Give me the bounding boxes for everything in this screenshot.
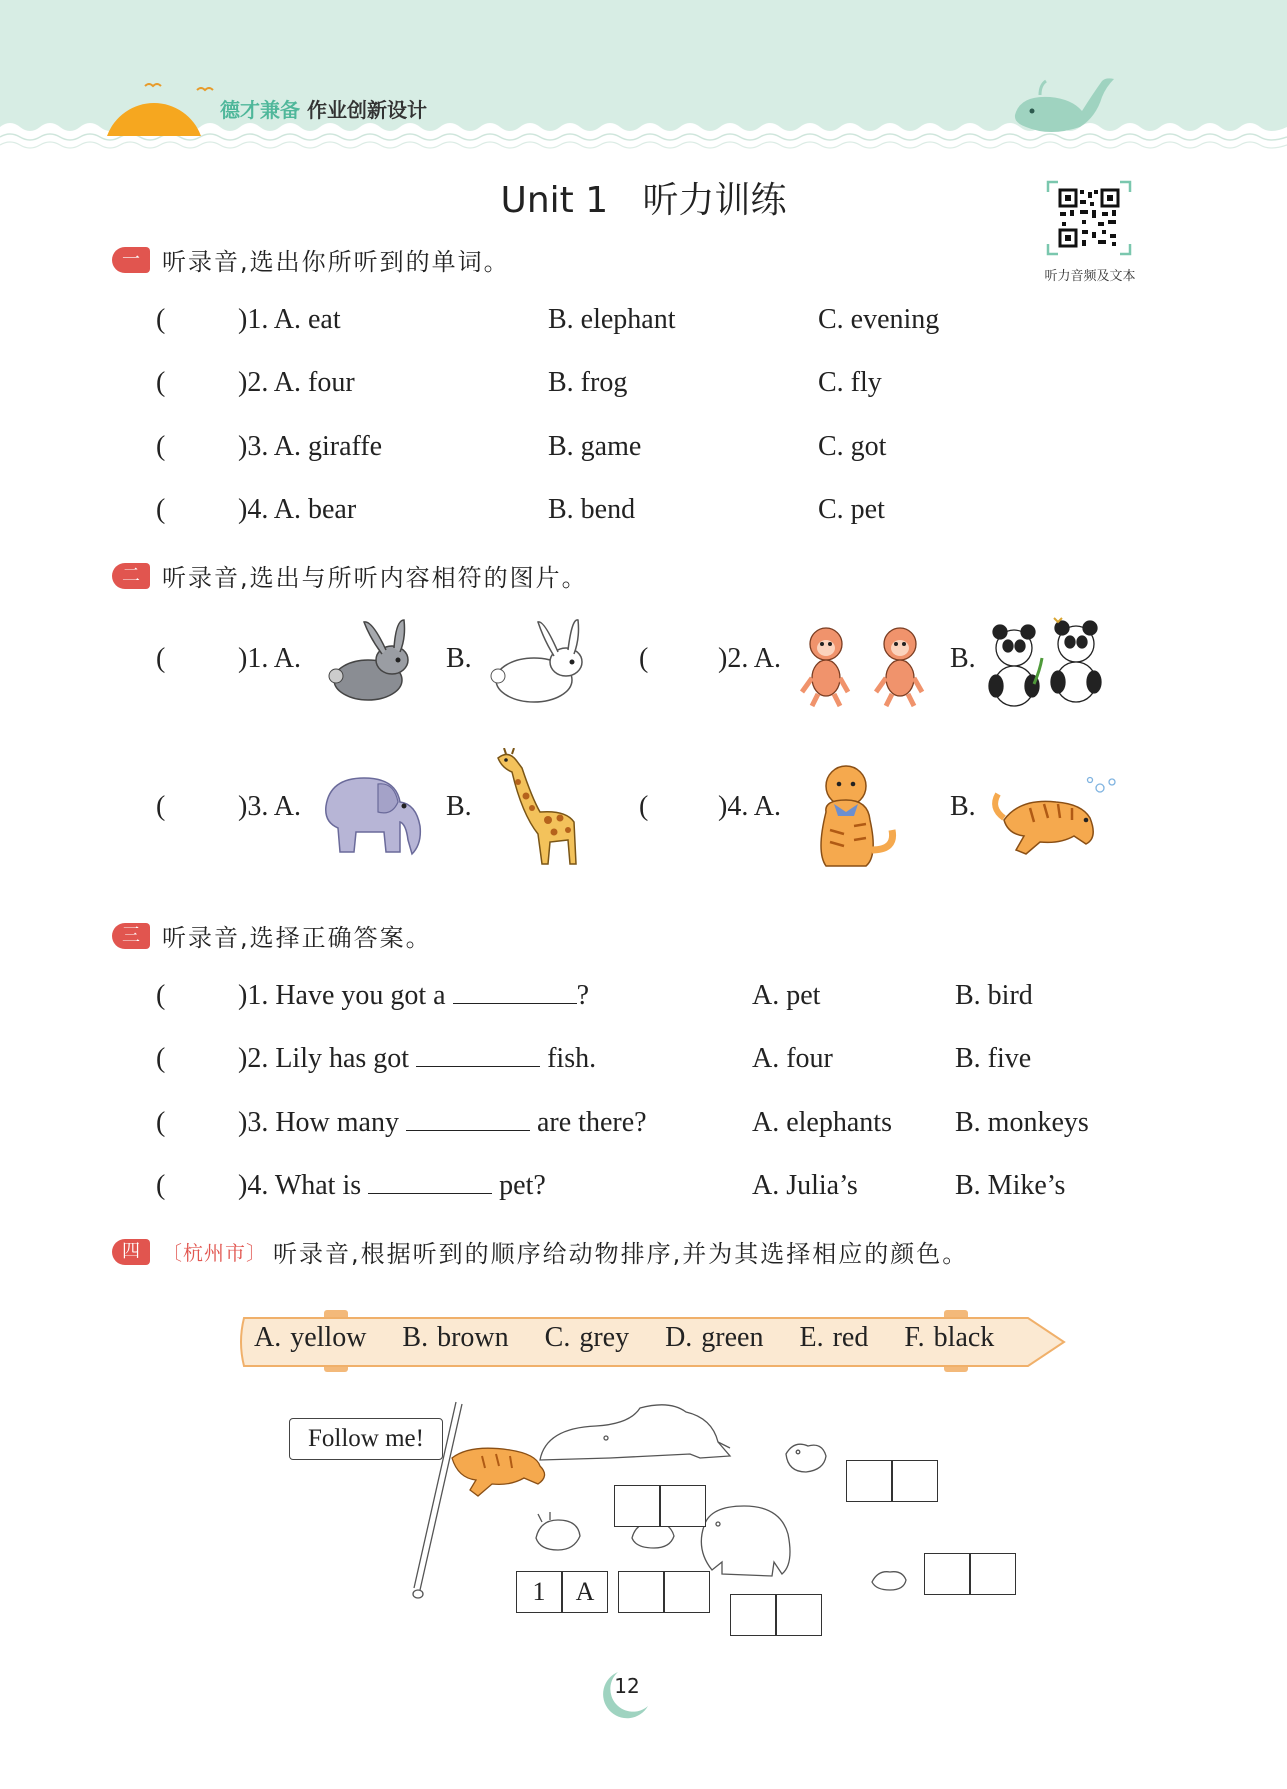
answer-paren[interactable]: ( [156,791,166,822]
section3-instruction: 听录音,选择正确答案。 [162,924,432,952]
question-start: )2. Lily has got [238,1043,417,1074]
option-c: C. fly [818,367,882,398]
question-end: ? [576,980,590,1011]
order-box[interactable] [614,1485,660,1527]
monkeys-icon[interactable] [796,622,942,708]
option-b-label: B. [446,791,472,822]
option-c: C. pet [818,494,885,525]
running-tiger-icon[interactable] [990,774,1122,860]
answer-paren[interactable]: ( [156,643,166,674]
answer-paren[interactable]: ( [156,494,166,525]
answer-paren[interactable]: ( [639,643,649,674]
page-title: Unit 1 听力训练 [500,180,787,221]
order-box[interactable] [730,1594,776,1636]
answer-paren[interactable]: ( [156,980,166,1011]
color-box[interactable] [776,1594,822,1636]
option-a: )3. A. giraffe [238,431,383,462]
page-number: 12 [614,1674,640,1698]
sun-icon [105,78,215,138]
option-b-label: B. [950,791,976,822]
qr-caption: 听力音频及文本 [1044,269,1136,284]
order-box[interactable] [924,1553,970,1595]
section1-instruction: 听录音,选出你所听到的单词。 [162,248,510,276]
option-b-label: B. [446,643,472,674]
order-box-example[interactable]: 1 [516,1571,562,1613]
answer-blank[interactable] [368,1171,492,1194]
option-b-label: B. [950,643,976,674]
white-rabbit-icon[interactable] [484,616,594,708]
city-tag: 〔杭州市〕 [162,1241,267,1265]
question-start: )1. Have you got a [238,980,453,1011]
option-a-label: )4. A. [718,791,781,822]
section1-badge: 一 [112,247,150,273]
answer-paren[interactable]: ( [156,1107,166,1138]
colors-options: A. yellow B. brown C. grey D. green E. red F. black [254,1322,995,1353]
whale-icon [1010,75,1115,135]
brand-dark-text: 作业创新设计 [306,98,427,122]
qr-code-icon[interactable] [1046,180,1132,256]
color-box[interactable] [664,1571,710,1613]
option-c: C. got [818,431,887,462]
option-b: B. bend [548,494,636,525]
answer-blank[interactable] [416,1044,540,1067]
question-end: are there? [529,1107,647,1138]
question-sentence [238,1170,546,1202]
option-a: A. Julia’s [752,1170,858,1201]
question-start: )4. What is [238,1170,369,1201]
option-b: B. Mike’s [955,1170,1066,1201]
color-box[interactable] [970,1553,1016,1595]
option-a: A. pet [752,980,821,1011]
option-c: C. evening [818,304,940,335]
section4-heading [112,1234,968,1269]
option-b: B. frog [548,367,628,398]
section3-heading [112,918,432,953]
order-box[interactable] [846,1460,892,1502]
grey-rabbit-icon[interactable] [320,618,420,706]
sitting-tiger-icon[interactable] [796,760,902,872]
color-box[interactable] [892,1460,938,1502]
option-a: )2. A. four [238,367,355,398]
section4-badge: 四 [112,1239,150,1265]
answer-paren[interactable]: ( [639,791,649,822]
section1-heading [112,242,510,277]
pandas-icon[interactable] [984,614,1106,710]
question-sentence [238,1043,596,1075]
question-end: pet? [492,1170,546,1201]
answer-blank[interactable] [453,981,577,1004]
option-a: A. four [752,1043,833,1074]
elephant-icon[interactable] [316,766,432,858]
section2-badge: 二 [112,563,150,589]
option-b: B. five [955,1043,1032,1074]
answer-paren[interactable]: ( [156,1043,166,1074]
option-b: B. elephant [548,304,676,335]
question-sentence [238,1107,647,1139]
option-b: B. monkeys [955,1107,1089,1138]
color-box[interactable] [660,1485,706,1527]
answer-paren[interactable]: ( [156,1170,166,1201]
section3-badge: 三 [112,923,150,949]
question-end: fish. [540,1043,597,1074]
answer-blank[interactable] [406,1108,530,1131]
brand-logo [220,94,427,123]
answer-paren[interactable]: ( [156,304,166,335]
option-a-label: )1. A. [238,643,301,674]
section2-instruction: 听录音,选出与所听内容相符的图片。 [162,564,588,592]
option-a: )4. A. bear [238,494,357,525]
question-sentence [238,980,589,1012]
option-b: B. bird [955,980,1033,1011]
question-start: )3. How many [238,1107,406,1138]
option-a: A. elephants [752,1107,892,1138]
answer-paren[interactable]: ( [156,431,166,462]
speech-bubble: Follow me! [289,1418,443,1460]
order-box[interactable] [618,1571,664,1613]
answer-paren[interactable]: ( [156,367,166,398]
giraffe-icon[interactable] [488,748,588,870]
option-a: )1. A. eat [238,304,341,335]
section4-instruction: 听录音,根据听到的顺序给动物排序,并为其选择相应的颜色。 [273,1240,969,1268]
option-b: B. game [548,431,642,462]
brand-green-text: 德才兼备 [220,98,300,122]
section2-heading [112,558,588,593]
color-box-example[interactable]: A [562,1571,608,1613]
option-a-label: )2. A. [718,643,781,674]
option-a-label: )3. A. [238,791,301,822]
